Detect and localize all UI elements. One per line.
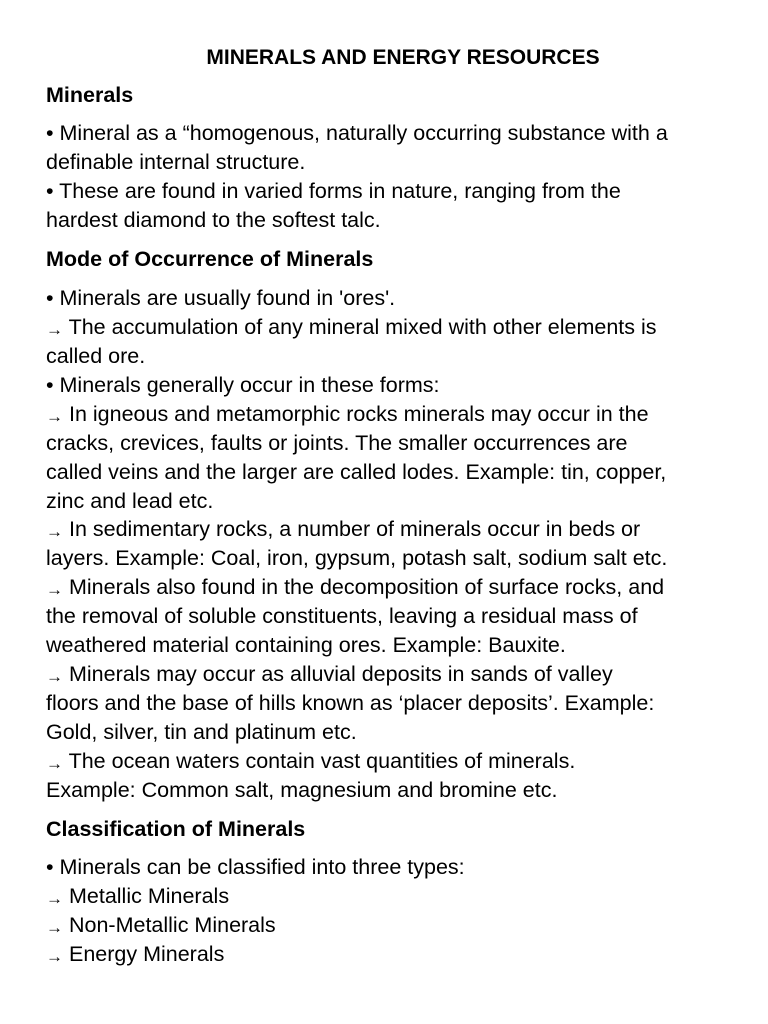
bullet-glyph: •	[46, 179, 54, 203]
paragraph-line: layers. Example: Coal, iron, gypsum, potash salt, sodium salt etc.	[46, 546, 668, 570]
paragraph-line	[46, 853, 465, 882]
arrow-icon: →	[46, 754, 63, 773]
paragraph-line	[46, 515, 640, 546]
line-text: These are found in varied forms in nature, ranging from the	[53, 179, 621, 203]
paragraph-line: the removal of soluble constituents, leaving a residual mass of	[46, 604, 638, 628]
bullet-glyph: •	[46, 121, 54, 145]
list-item	[46, 940, 224, 971]
list-item-label: Metallic Minerals	[63, 884, 230, 908]
section-heading-classification: Classification of Minerals	[46, 817, 306, 841]
arrow-icon: →	[46, 667, 63, 686]
paragraph-line: called ore.	[46, 344, 146, 368]
paragraph-line	[46, 747, 575, 778]
paragraph-line: Example: Common salt, magnesium and bromine etc.	[46, 778, 558, 802]
bullet-glyph: •	[46, 286, 54, 310]
section-heading-occurrence: Mode of Occurrence of Minerals	[46, 247, 374, 271]
paragraph-line: cracks, crevices, faults or joints. The smaller occurrences are	[46, 431, 628, 455]
arrow-icon: →	[46, 580, 63, 599]
bullet-glyph: •	[46, 373, 54, 397]
paragraph-line	[46, 284, 395, 313]
line-text: Minerals are usually found in 'ores'.	[53, 286, 396, 310]
document-title: MINERALS AND ENERGY RESOURCES	[206, 46, 600, 69]
paragraph-line: zinc and lead etc.	[46, 489, 214, 513]
section-heading-minerals: Minerals	[46, 83, 134, 107]
arrow-icon: →	[46, 947, 63, 966]
line-text: In sedimentary rocks, a number of minerals occur in beds or	[63, 517, 641, 541]
paragraph-line	[46, 119, 668, 148]
line-text: Minerals can be classified into three types:	[53, 855, 465, 879]
list-item	[46, 882, 229, 913]
line-text: Minerals also found in the decomposition of surface rocks, and	[63, 575, 665, 599]
bullet-glyph: •	[46, 855, 54, 879]
paragraph-line	[46, 573, 664, 604]
line-text: The ocean waters contain vast quantities of minerals.	[63, 749, 576, 773]
arrow-icon: →	[46, 407, 63, 426]
line-text: Minerals generally occur in these forms:	[53, 373, 440, 397]
paragraph-line	[46, 660, 613, 691]
paragraph-line	[46, 313, 657, 344]
line-text: The accumulation of any mineral mixed with other elements is	[63, 315, 657, 339]
list-item	[46, 911, 276, 942]
paragraph-line: called veins and the larger are called lodes. Example: tin, copper,	[46, 460, 667, 484]
arrow-icon: →	[46, 320, 63, 339]
arrow-icon: →	[46, 918, 63, 937]
line-text: In igneous and metamorphic rocks minerals may occur in the	[63, 402, 649, 426]
paragraph-line	[46, 177, 621, 206]
arrow-icon: →	[46, 522, 63, 541]
paragraph-line: weathered material containing ores. Example: Bauxite.	[46, 633, 566, 657]
list-item-label: Non-Metallic Minerals	[63, 913, 276, 937]
paragraph-line: definable internal structure.	[46, 150, 306, 174]
line-text: Minerals may occur as alluvial deposits in sands of valley	[63, 662, 613, 686]
paragraph-line: floors and the base of hills known as ‘placer deposits’. Example:	[46, 691, 655, 715]
paragraph-line	[46, 371, 440, 400]
arrow-icon: →	[46, 889, 63, 908]
paragraph-line: hardest diamond to the softest talc.	[46, 208, 381, 232]
list-item-label: Energy Minerals	[63, 942, 225, 966]
line-text: Mineral as a “homogenous, naturally occurring substance with a	[53, 121, 668, 145]
paragraph-line: Gold, silver, tin and platinum etc.	[46, 720, 357, 744]
paragraph-line	[46, 400, 649, 431]
